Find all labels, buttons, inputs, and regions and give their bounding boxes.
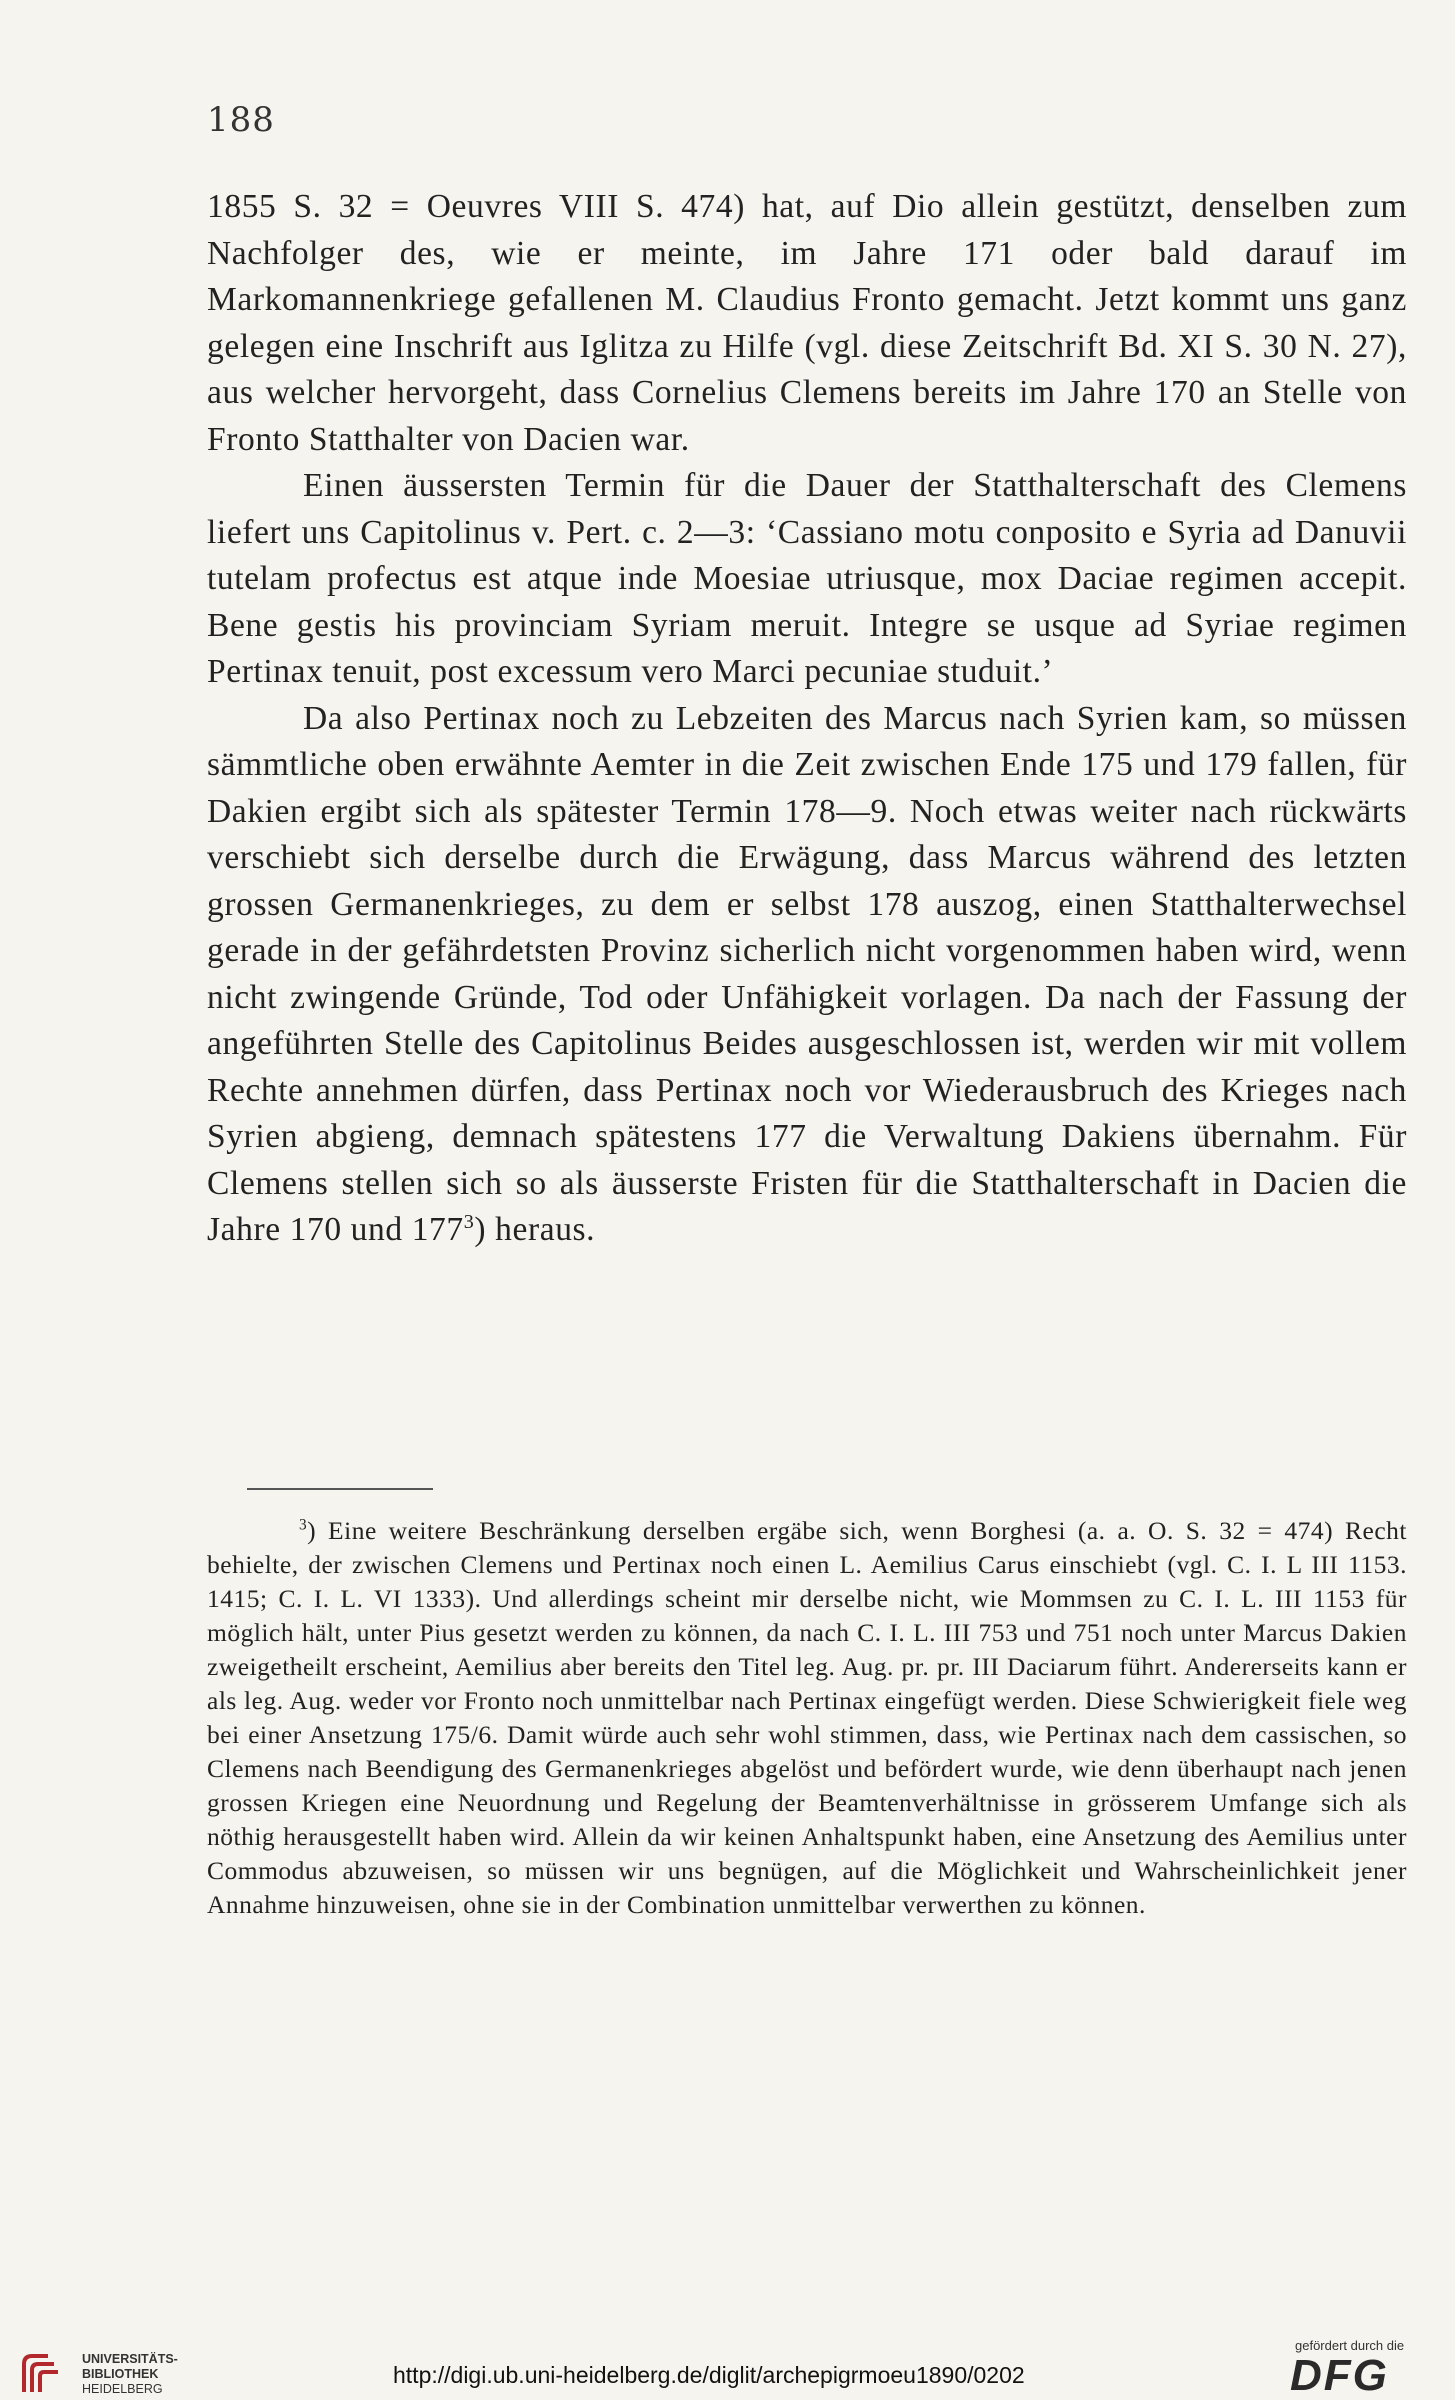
library-name: [82, 2352, 178, 2397]
library-logo-icon: [18, 2352, 62, 2396]
page-number: 188: [207, 100, 275, 140]
footnote-divider: [247, 1488, 433, 1490]
paragraph-3: [207, 696, 1407, 1254]
paragraph-3-tail: ) heraus.: [474, 1211, 596, 1248]
footnote: [207, 1514, 1407, 1922]
footnote-text: ) Eine weitere Beschränkung derselben ergäbe sich, wenn Borghesi (a. a. O. S. 32 = 474) Recht behielte, der zwischen Clemens und Pertinax noch einen L. Aemilius Carus einschiebt (vgl. C. I. L III 1153. 1415; C. I. L. VI 1333). Und allerdings scheint mir derselbe nicht, wie Mommsen zu C. I. L. III 1153 für möglich hält, unter Pius gesetzt werden zu können, da nach C. I. L. III 753 und 751 noch unter Marcus Dakien zweigetheilt erscheint, Aemilius aber bereits den Titel leg. Aug. pr. pr. III Daciarum führt. Andererseits kann er als leg. Aug. weder vor Fronto noch unmittelbar nach Pertinax eingefügt werden. Diese Schwierigkeit fiele weg bei einer Ansetzung 175/6. Damit würde auch sehr wohl stimmen, dass, wie Pertinax nach dem cassischen, so Clemens nach Beendigung des Germanenkrieges abgelöst und befördert wurde, wie denn überhaupt nach jenen grossen Kriegen eine Neuordnung und Regelung der Beamtenverhältnisse in grösserem Umfange sich als nöthig herausgestellt haben wird. Allein da wir keinen Anhaltspunkt haben, eine Ansetzung des Aemilius unter Commodus abzuweisen, so müssen wir uns begnügen, auf die Möglichkeit und Wahrscheinlichkeit jener Annahme hinzuweisen, ohne sie in der Combination unmittelbar verwerthen zu können.: [207, 1516, 1407, 1919]
page-footer: [0, 2318, 1455, 2398]
library-name-line-1: UNIVERSITÄTS-: [82, 2352, 178, 2366]
library-name-line-2: BIBLIOTHEK: [82, 2367, 159, 2381]
dfg-logo: DFG: [1290, 2351, 1389, 2400]
main-text: [207, 184, 1407, 1254]
source-url-link[interactable]: http://digi.ub.uni-heidelberg.de/diglit/archepigrmoeu1890/0202: [393, 2362, 1025, 2388]
footnote-reference[interactable]: 3: [463, 1210, 475, 1233]
paragraph-2: Einen äussersten Termin für die Dauer der Statthalterschaft des Clemens liefert uns Capitolinus v. Pert. c. 2—3: ‘Cassiano motu conposito e Syria ad Danuvii tutelam profectus est atque inde Moesiae utriusque, mox Daciae regimen accepit. Bene gestis his provinciam Syriam meruit. Integre se usque ad Syriae regimen Pertinax tenuit, post excessum vero Marci pecuniae studuit.’: [207, 467, 1407, 690]
paragraph-3-text: Da also Pertinax noch zu Lebzeiten des Marcus nach Syrien kam, so müssen sämmtliche oben erwähnte Aemter in die Zeit zwischen Ende 175 und 179 fallen, für Dakien ergibt sich als spätester Termin 178—9. Noch etwas weiter nach rückwärts verschiebt sich derselbe durch die Erwägung, dass Marcus während des letzten grossen Germanenkrieges, zu dem er selbst 178 auszog, einen Statthalterwechsel gerade in der gefährdetsten Provinz sicherlich nicht vorgenommen haben wird, wenn nicht zwingende Gründe, Tod oder Unfähigkeit vorlagen. Da nach der Fassung der angeführten Stelle des Capitolinus Beides ausgeschlossen ist, werden wir mit vollem Rechte annehmen dürfen, dass Pertinax noch vor Wiederausbruch des Krieges nach Syrien abgieng, demnach spätestens 177 die Verwaltung Dakiens übernahm. Für Clemens stellen sich so als äusserste Fristen für die Statthalterschaft in Dacien die Jahre 170 und 177: [207, 699, 1407, 1248]
footnote-marker: 3: [299, 1516, 308, 1534]
library-name-line-3: HEIDELBERG: [82, 2382, 163, 2396]
funder-caption: gefördert durch die: [1295, 2338, 1405, 2353]
paragraph-1: 1855 S. 32 = Oeuvres VIII S. 474) hat, auf Dio allein gestützt, denselben zum Nachfolger des, wie er meinte, im Jahre 171 oder bald darauf im Markomannenkriege gefallenen M. Claudius Fronto gemacht. Jetzt kommt uns ganz gelegen eine Inschrift aus Iglitza zu Hilfe (vgl. diese Zeitschrift Bd. XI S. 30 N. 27), aus welcher hervorgeht, dass Cornelius Clemens bereits im Jahre 170 an Stelle von Fronto Statthalter von Dacien war.: [207, 188, 1407, 458]
